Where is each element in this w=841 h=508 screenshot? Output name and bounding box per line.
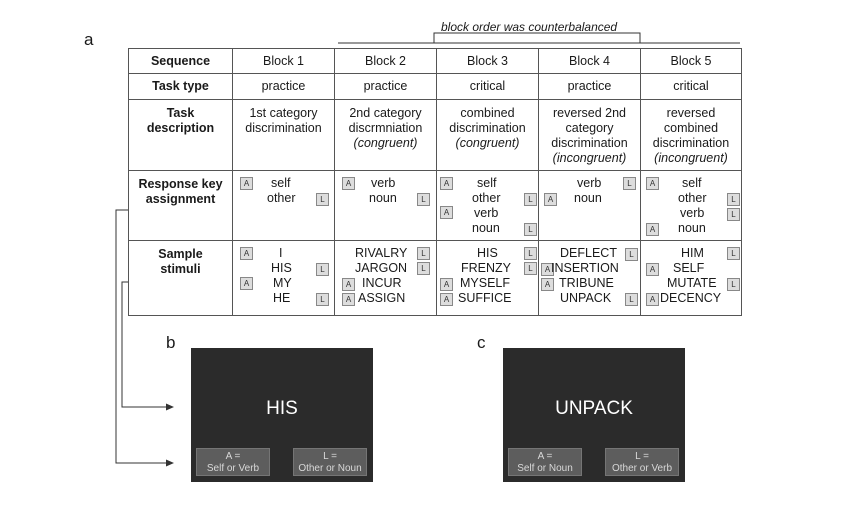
keys-block-2 <box>335 171 437 241</box>
key-category: verb <box>474 206 499 220</box>
stimulus-word: HIM <box>681 246 704 260</box>
a-key-icon: A <box>240 277 253 290</box>
bracket-counterbalance <box>434 33 640 43</box>
l-key-icon: L <box>524 223 537 236</box>
desc-line: combined <box>663 121 719 135</box>
stimuli-block-1 <box>233 241 335 316</box>
response-option-left <box>196 448 270 476</box>
desc-line: reversed <box>666 106 716 120</box>
row-sample-stimuli <box>129 241 742 316</box>
l-key-icon: L <box>623 177 636 190</box>
desc-line: discrimination <box>449 121 526 135</box>
stimuli-block-5 <box>641 241 742 316</box>
panel-label-b: b <box>166 333 176 352</box>
stimulus-display: UNPACK <box>555 398 633 419</box>
desc-line: (congruent) <box>455 136 520 150</box>
keys-block-4 <box>539 171 641 241</box>
a-key-icon: A <box>342 293 355 306</box>
l-key-icon: L <box>417 262 430 275</box>
response-key-label: L = <box>635 451 649 462</box>
stimulus-word: HE <box>273 291 291 305</box>
rowhead-line: stimuli <box>160 262 201 276</box>
l-key-icon: L <box>316 293 329 306</box>
l-key-icon: L <box>417 193 430 206</box>
keys-block-5 <box>641 171 742 241</box>
response-key-label: L = <box>323 451 337 462</box>
a-key-icon: A <box>240 247 253 260</box>
experiment-design-table <box>128 48 742 316</box>
response-option-left <box>508 448 582 476</box>
desc-block-3 <box>437 100 539 171</box>
rowhead-line: Sample <box>158 247 203 261</box>
arrowhead <box>166 460 174 467</box>
stimulus-word: DECENCY <box>660 291 722 305</box>
stimulus-word: MUTATE <box>667 276 717 290</box>
rowhead-sample-stimuli <box>129 241 233 316</box>
key-category: verb <box>371 176 396 190</box>
trial-screen-c <box>503 348 685 482</box>
keys-block-3 <box>437 171 539 241</box>
rowhead-line: Task <box>166 106 195 120</box>
block-name: Block 1 <box>233 49 335 74</box>
desc-line: category <box>565 121 614 135</box>
desc-line: combined <box>460 106 515 120</box>
block-name: Block 4 <box>539 49 641 74</box>
desc-line: reversed 2nd <box>553 106 626 120</box>
a-key-icon: A <box>342 177 355 190</box>
counterbalance-note: block order was counterbalanced <box>441 20 618 34</box>
desc-line: discrimination <box>551 136 628 150</box>
row-response-key <box>129 171 742 241</box>
key-category: self <box>682 176 702 190</box>
stimulus-word: TRIBUNE <box>559 276 614 290</box>
l-key-icon: L <box>316 263 329 276</box>
a-key-icon: A <box>440 278 453 291</box>
key-category: noun <box>369 191 397 205</box>
block-name: Block 5 <box>641 49 742 74</box>
arrowhead <box>166 404 174 411</box>
stimulus-word: MYSELF <box>460 276 511 290</box>
l-key-icon: L <box>417 247 430 260</box>
l-key-icon: L <box>625 293 638 306</box>
rowhead-line: Response key <box>138 177 223 191</box>
response-category-label: Other or Verb <box>611 463 673 474</box>
desc-line: (incongruent) <box>654 151 728 165</box>
stimuli-block-4 <box>539 241 641 316</box>
stimulus-word: HIS <box>477 246 498 260</box>
block-name: Block 2 <box>335 49 437 74</box>
desc-line: discrmniation <box>348 121 423 135</box>
stimulus-word: I <box>279 246 283 260</box>
rowhead-line: description <box>146 121 215 135</box>
desc-line: discrimination <box>652 136 730 150</box>
a-key-icon: A <box>544 193 557 206</box>
a-key-icon: A <box>646 293 659 306</box>
a-key-icon: A <box>646 263 659 276</box>
stimulus-word: INCUR <box>362 276 402 290</box>
key-category: self <box>477 176 497 190</box>
desc-line: discrimination <box>245 121 322 135</box>
desc-block-4 <box>539 100 641 171</box>
desc-line: (congruent) <box>353 136 418 150</box>
key-category: noun <box>574 191 602 205</box>
desc-line: 1st category <box>249 106 318 120</box>
desc-block-2 <box>335 100 437 171</box>
l-key-icon: L <box>316 193 329 206</box>
rowhead-line: assignment <box>145 192 216 206</box>
rowhead-response-key <box>129 171 233 241</box>
l-key-icon: L <box>524 262 537 275</box>
task-type: practice <box>335 74 437 100</box>
response-key-label: A = <box>537 451 553 462</box>
row-task-description <box>129 100 742 171</box>
l-key-icon: L <box>524 247 537 260</box>
key-category: verb <box>680 206 705 220</box>
l-key-icon: L <box>625 248 638 261</box>
response-category-label: Self or Verb <box>206 463 260 474</box>
desc-line: 2nd category <box>349 106 422 120</box>
desc-line: (incongruent) <box>552 151 627 165</box>
l-key-icon: L <box>727 193 740 206</box>
a-key-icon: A <box>440 177 453 190</box>
task-type: practice <box>233 74 335 100</box>
response-category-label: Other or Noun <box>298 463 362 474</box>
key-category: self <box>271 176 291 190</box>
row-task-type <box>129 74 742 100</box>
stimulus-word: UNPACK <box>560 291 612 305</box>
response-category-label: Self or Noun <box>517 463 573 474</box>
key-category: other <box>267 191 296 205</box>
a-key-icon: A <box>342 278 355 291</box>
task-type: critical <box>641 74 742 100</box>
response-option-right <box>605 448 679 476</box>
stimulus-display: HIS <box>266 398 298 419</box>
stimuli-block-3 <box>437 241 539 316</box>
l-key-icon: L <box>727 278 740 291</box>
stimulus-word: JARGON <box>355 261 408 275</box>
panel-label-c: c <box>477 333 486 352</box>
stimulus-word: SUFFICE <box>458 291 512 305</box>
key-category: other <box>678 191 707 205</box>
stimulus-word: MY <box>273 276 292 290</box>
l-key-icon: L <box>727 208 740 221</box>
key-category: noun <box>472 221 500 235</box>
task-type: critical <box>437 74 539 100</box>
panel-label-a: a <box>84 30 94 49</box>
stimulus-word: ASSIGN <box>358 291 406 305</box>
l-key-icon: L <box>524 193 537 206</box>
key-category: other <box>472 191 501 205</box>
block-name: Block 3 <box>437 49 539 74</box>
trial-screen-b <box>191 348 373 482</box>
stimulus-word: SELF <box>673 261 705 275</box>
keys-block-1 <box>233 171 335 241</box>
key-category: verb <box>577 176 602 190</box>
rowhead-task-type: Task type <box>129 74 233 100</box>
stimuli-block-2 <box>335 241 437 316</box>
response-option-right <box>293 448 367 476</box>
stimulus-word: HIS <box>271 261 292 275</box>
a-key-icon: A <box>240 177 253 190</box>
a-key-icon: A <box>440 293 453 306</box>
rowhead-task-description <box>129 100 233 171</box>
stimulus-word: FRENZY <box>461 261 511 275</box>
stimulus-word: INSERTION <box>551 261 619 275</box>
l-key-icon: L <box>727 247 740 260</box>
a-key-icon: A <box>646 177 659 190</box>
desc-block-1 <box>233 100 335 171</box>
a-key-icon: A <box>541 278 554 291</box>
task-type: practice <box>539 74 641 100</box>
a-key-icon: A <box>541 263 554 276</box>
stimulus-word: RIVALRY <box>355 246 408 260</box>
desc-block-5 <box>641 100 742 171</box>
response-key-label: A = <box>225 451 241 462</box>
row-sequence <box>129 49 742 74</box>
stimulus-word: DEFLECT <box>560 246 617 260</box>
key-category: noun <box>678 221 706 235</box>
a-key-icon: A <box>646 223 659 236</box>
rowhead-sequence: Sequence <box>129 49 233 74</box>
a-key-icon: A <box>440 206 453 219</box>
